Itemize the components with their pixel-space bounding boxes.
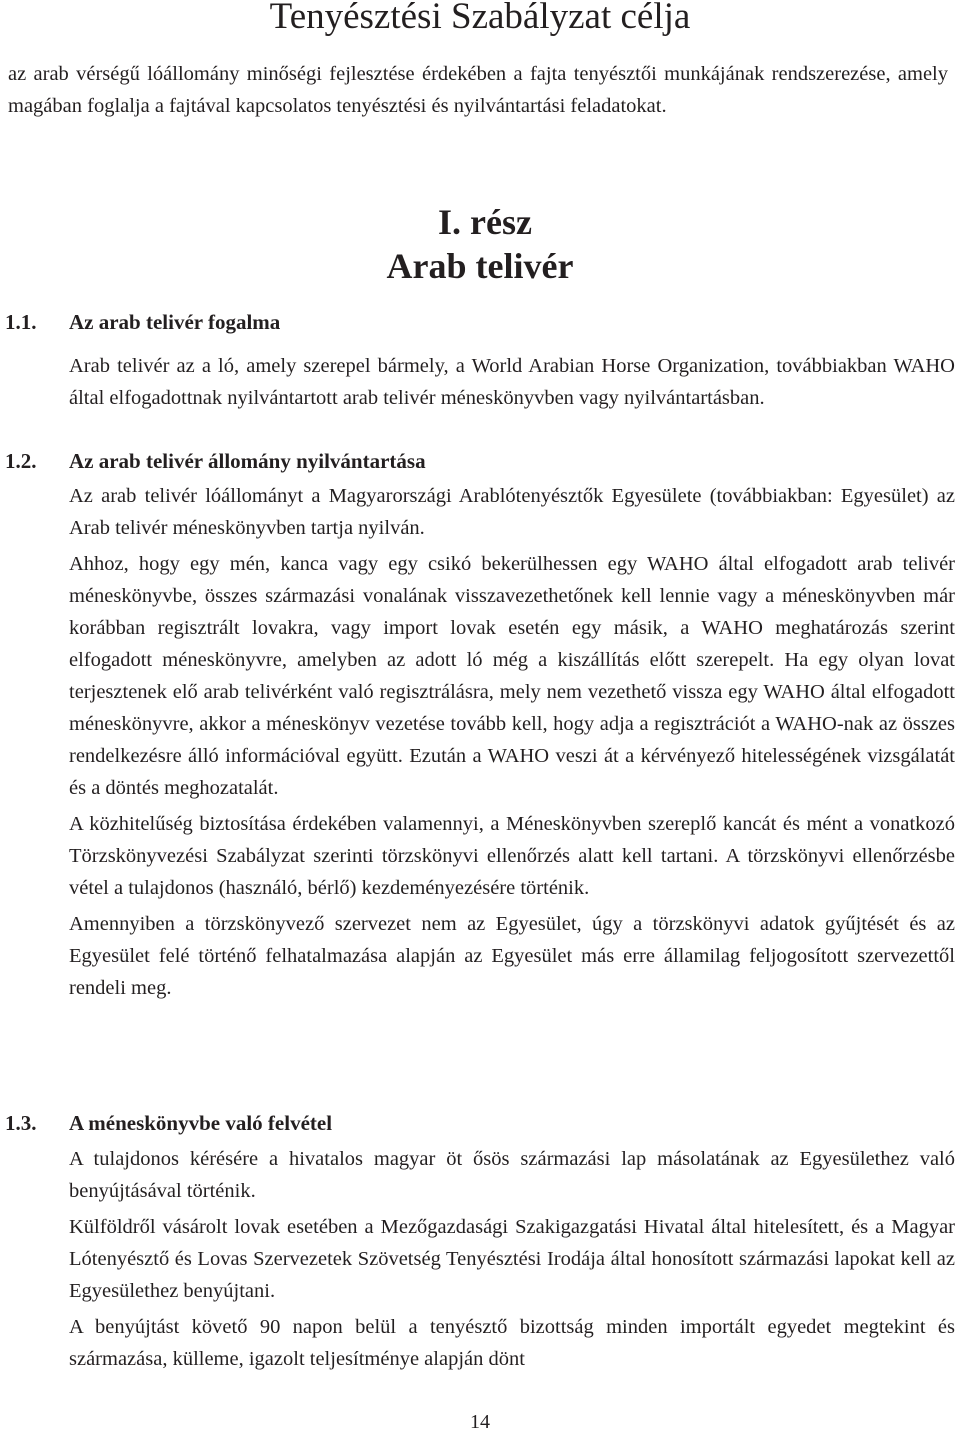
section-title: Az arab telivér állomány nyilvántartása [69, 449, 426, 473]
intro-paragraph: az arab vérségű lóállomány minőségi fejlesztése érdekében a fajta tenyésztői munkájának rendszerezése, amely magában foglalja a fajtával kapcsolatos tenyésztési és nyilvántartási feladatokat. [8, 63, 948, 117]
section-number: 1.1. [5, 310, 37, 334]
paragraph: A tulajdonos kérésére a hivatalos magyar öt ősös származási lap másolatának az Egyesülethez való benyújtásával történik. [69, 1148, 955, 1202]
paragraph: Ahhoz, hogy egy mén, kanca vagy egy csikó bekerülhessen egy WAHO által elfogadott arab telivér méneskönyvbe, összes származási vonalának visszavezethetőnek kell lennie vagy a méneskönyvben már korábban regisztrált lovakra, vagy import lovak esetén egy másik, a WAHO meghatározás szerint elfogadott méneskönyvre, amelyben az adott ló még a kiszállítás előtt szerepelt. Ha egy olyan lovat terjesztenek elő arab telivérként való regisztrálásra, mely nem vezethető vissza egy WAHO által elfogadott méneskönyvre, akkor a méneskönyv vezetése tovább kell, hogy adja a regisztrációt a WAHO-nak az összes rendelkezésre álló információval együtt. Ezután a WAHO veszi át a kérvényező hitelességének vizsgálatát és a döntés meghozatalát. [69, 553, 955, 799]
section-1-1 [5, 306, 955, 414]
section-number: 1.3. [5, 1111, 37, 1135]
section-heading [5, 1107, 955, 1139]
section-number: 1.2. [5, 449, 37, 473]
section-1-2 [5, 445, 955, 1004]
section-title: Az arab telivér fogalma [69, 310, 281, 334]
section-title: A méneskönyvbe való felvétel [69, 1111, 333, 1135]
part-name: Arab telivér [386, 246, 574, 286]
paragraph: A közhitelűség biztosítása érdekében valamennyi, a Méneskönyvben szereplő kancát és mént a vonatkozó Törzskönyvezési Szabályzat szerinti törzskönyvi ellenőrzés alatt kell tartani. A törzskönyvi ellenőrzésbe vétel a tulajdonos (használó, bérlő) kezdeményezésére történik. [69, 813, 955, 899]
paragraph: Külföldről vásárolt lovak esetében a Mezőgazdasági Szakigazgatási Hivatal által hitelesített, és a Magyar Lótenyésztő és Lovas Szervezetek Szövetség Tenyésztési Irodája által honosított származási lapokat kell az Egyesülethez benyújtani. [69, 1216, 955, 1302]
paragraph: Amennyiben a törzskönyvező szervezet nem az Egyesület, úgy a törzskönyvi adatok gyűjtését és az Egyesület felé történő felhatalmazása alapján az Egyesület más erre államilag feljogosított szervezettől rendeli meg. [69, 913, 955, 999]
section-heading [5, 445, 955, 477]
section-heading [5, 306, 955, 338]
section-1-3 [5, 1107, 955, 1375]
paragraph: Az arab telivér lóállományt a Magyarországi Arablótenyésztők Egyesülete (továbbiakban: Egyesület) az Arab telivér méneskönyvben tartja nyilván. [69, 485, 955, 539]
paragraph: Arab telivér az a ló, amely szerepel bármely, a World Arabian Horse Organization, továbbiakban WAHO által elfogadottnak nyilvántartott arab telivér méneskönyvben vagy nyilvántartásban. [69, 355, 955, 409]
page-title: Tenyésztési Szabályzat célja [269, 0, 691, 37]
part-number: I. rész [438, 202, 532, 242]
paragraph: A benyújtást követő 90 napon belül a tenyésztő bizottság minden importált egyedet megtekint és származása, külleme, igazolt teljesítménye alapján dönt [69, 1316, 955, 1370]
page-number: 14 [470, 1411, 490, 1433]
